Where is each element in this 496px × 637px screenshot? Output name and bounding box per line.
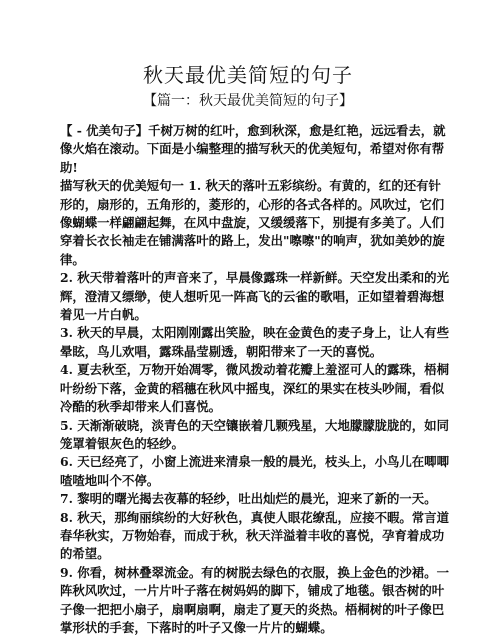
- page-title: 秋天最优美简短的句子: [143, 63, 353, 87]
- paragraph: 8. 秋天，那绚丽缤纷的大好秋色，真使人眼花缭乱，应接不暇。常言道春华秋实，万物始春，而成于秋，秋天洋溢着丰收的喜悦，孕育着成功的希望。: [60, 509, 449, 562]
- article-body: [60, 122, 452, 637]
- intro-paragraph: 【 - 优美句子】千树万树的红叶，愈到秋深，愈是红艳，远远看去，就像火焰在滚动。下面是小编整理的描写秋天的优美短句，希望对你有帮助!: [60, 123, 446, 175]
- paragraph: 2. 秋天带着落叶的声音来了，早晨像露珠一样新鲜。天空发出柔和的光辉，澄清又缥缈，使人想听见一阵高飞的云雀的歌唱，正如望着碧海想着见一片白帆。: [60, 270, 449, 323]
- paragraph: 描写秋天的优美短句一 1. 秋天的落叶五彩缤纷。有黄的，红的还有针形的，扇形的，五角形的，菱形的，心形的各式各样的。风吹过，它们像蝴蝶一样翩翩起舞，在风中盘旋，又缓缓落下，别提有多美了。人们穿着长衣长袖走在铺满落叶的路上，发出"嚓嚓"的响声，犹如美妙的旋律。: [60, 178, 445, 267]
- paragraph: 5. 天渐渐破晓，淡青色的天空镶嵌着几颗残星，大地朦朦胧胧的，如同笼罩着银灰色的轻纱。: [60, 417, 449, 451]
- paragraph: 4. 夏去秋至，万物开始凋零，微风拨动着花瓣上羞涩可人的露珠，梧桐叶纷纷下落，金黄的稻穗在秋风中摇曳，深红的果实在枝头吵闹，看似冷酷的秋季却带来人们喜悦。: [60, 362, 449, 415]
- paragraph: 7. 黎明的曙光揭去夜幕的轻纱，吐出灿烂的晨光，迎来了新的一天。: [60, 491, 437, 507]
- paragraph: 6. 天已经亮了，小窗上流进来清泉一般的晨光，枝头上，小鸟儿在唧唧喳喳地叫个不停。: [60, 454, 449, 488]
- paragraph: 9. 你看，树林叠翠流金。有的树脱去绿色的衣服，换上金色的沙裙。一阵秋风吹过，一片片叶子落在树妈妈的脚下，铺成了地毯。银杏树的叶子像一把把小扇子，扇啊扇啊，扇走了夏天的炎热。梧桐树的叶子像巴掌形状的手套，下落时的叶子又像一片片的蝴蝶。: [60, 564, 449, 635]
- paragraph: 3. 秋天的早晨，太阳刚刚露出笑脸，映在金黄色的麦子身上，让人有些晕眩，鸟儿欢唱，露珠晶莹剔透，朝阳带来了一天的喜悦。: [60, 325, 449, 359]
- section-heading: 【篇一：秋天最优美简短的句子】: [143, 93, 353, 109]
